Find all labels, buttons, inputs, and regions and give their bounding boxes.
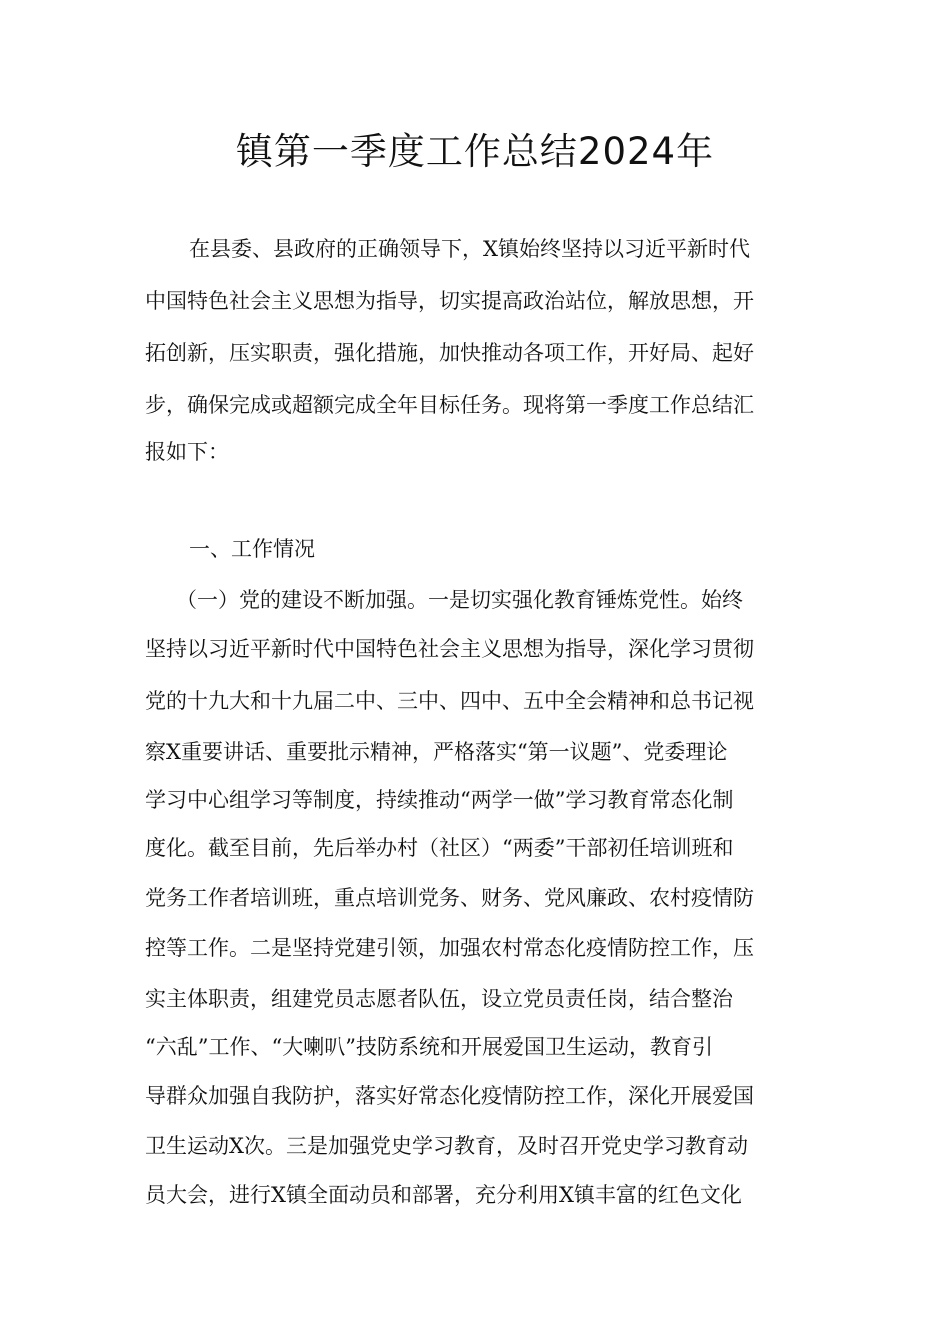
intro-line: 拓创新，压实职责，强化措施，加快推动各项工作，开好局、起好: [145, 341, 754, 365]
intro-line: 步，确保完成或超额完成全年目标任务。现将第一季度工作总结汇: [145, 393, 754, 417]
section-heading: 一、工作情况: [189, 537, 315, 561]
body-line: 度化。截至目前，先后举办村（社区）“两委”干部初任培训班和: [145, 836, 734, 860]
body-line: 党务工作者培训班，重点培训党务、财务、党风廉政、农村疫情防: [145, 886, 754, 910]
intro-line: 在县委、县政府的正确领导下，X镇始终坚持以习近平新时代: [189, 237, 750, 261]
body-line: 察X重要讲话、重要批示精神，严格落实“第一议题”、党委理论: [145, 740, 728, 764]
body-line: 导群众加强自我防护，落实好常态化疫情防控工作，深化开展爱国: [145, 1084, 754, 1108]
intro-line: 报如下：: [145, 440, 229, 464]
body-line: 党的十九大和十九届二中、三中、四中、五中全会精神和总书记视: [145, 689, 754, 713]
body-line: “六乱”工作、“大喇叭”技防系统和开展爱国卫生运动，教育引: [145, 1035, 713, 1059]
document-title: 镇第一季度工作总结2024年: [235, 130, 715, 173]
body-line: 员大会，进行X镇全面动员和部署，充分利用X镇丰富的红色文化: [145, 1183, 742, 1207]
intro-line: 中国特色社会主义思想为指导，切实提高政治站位，解放思想，开: [145, 289, 754, 313]
body-line: 学习中心组学习等制度，持续推动“两学一做”学习教育常态化制: [145, 788, 734, 812]
body-line: 实主体职责，组建党员志愿者队伍，设立党员责任岗，结合整治: [145, 987, 733, 1011]
body-line: 控等工作。二是坚持党建引领，加强农村常态化疫情防控工作，压: [145, 936, 754, 960]
body-line: （一）党的建设不断加强。一是切实强化教育锤炼党性。始终: [176, 588, 743, 612]
body-line: 坚持以习近平新时代中国特色社会主义思想为指导，深化学习贯彻: [145, 637, 754, 661]
body-line: 卫生运动X次。三是加强党史学习教育，及时召开党史学习教育动: [145, 1134, 748, 1158]
